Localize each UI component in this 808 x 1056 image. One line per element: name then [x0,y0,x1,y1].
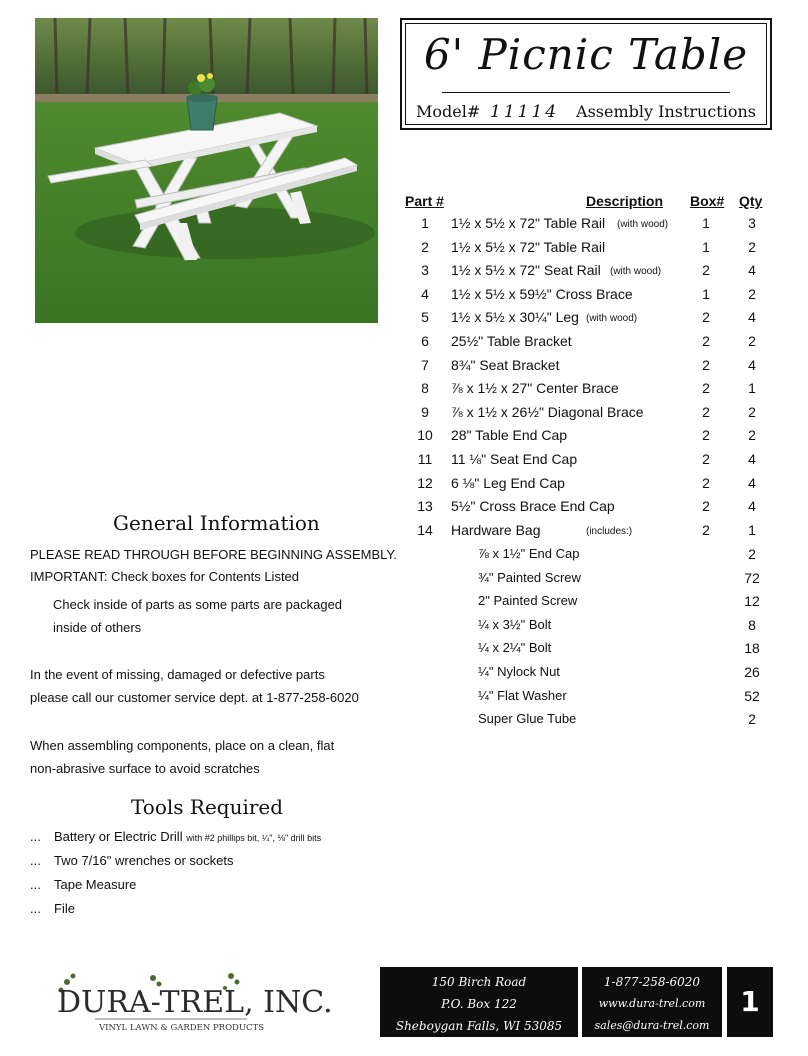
quantity: 4 [748,474,756,491]
box-number: 2 [702,427,710,444]
email-link[interactable]: sales@dura-trel.com [594,1019,710,1032]
quantity: 3 [748,215,756,231]
box-number: 2 [702,474,710,491]
title-divider [442,92,730,93]
hardware-description: ⅞ x 1½" End Cap [478,546,580,561]
company-logo [55,968,333,1036]
address-line: P.O. Box 122 [441,997,517,1011]
table-row [0,404,808,428]
part-number: 12 [417,474,433,491]
page-number-box [727,967,773,1037]
part-number: 2 [421,238,429,255]
part-description: 1½ x 5½ x 72" Table Rail [451,215,606,231]
address-box [380,967,578,1037]
box-number: 2 [702,498,710,515]
part-number: 8 [421,380,429,397]
part-number: 6 [421,333,429,349]
hardware-description: 2" Painted Screw [478,593,578,609]
part-note: (with wood) [610,266,662,278]
vine-logo-icon [55,968,333,1036]
quantity: 2 [748,285,756,302]
bullet: ... [30,853,41,868]
part-description: 11 ⅛" Seat End Cap [451,451,578,467]
quantity: 4 [748,498,756,515]
box-number: 2 [702,262,710,279]
tools-heading: Tools Required [131,795,284,819]
part-description: ⅞ x 1½ x 27" Center Brace [451,380,619,397]
part-number: 1 [421,215,429,231]
part-note: (includes:) [586,525,633,537]
info-line: In the event of missing, damaged or defective parts [30,667,325,682]
part-number: 7 [421,356,429,373]
tool-note: with #2 phillips bit, ¼", ⅛" drill bits [186,833,322,843]
tool-item [30,829,321,844]
hardware-description: ¼" Nylock Nut [478,664,560,679]
box-number: 2 [702,403,710,420]
table-row [0,333,808,357]
quantity: 4 [748,262,756,279]
website-link[interactable]: www.dura-trel.com [598,997,706,1010]
part-description: 1½ x 5½ x 72" Seat Rail [451,262,601,279]
col-header-part: Part # [405,193,444,209]
table-row [0,357,808,381]
hardware-description: ¼ x 2¼" Bolt [478,640,552,656]
part-description: 6 ⅛" Leg End Cap [451,474,565,491]
quantity: 4 [748,356,756,373]
info-line: When assembling components, place on a clean, flat [30,738,335,753]
part-description: 1½ x 5½ x 72" Table Rail [451,238,606,255]
part-description: 28" Table End Cap [451,427,568,444]
table-row [0,380,808,404]
page-number: 1 [740,985,760,1018]
model-label: Model# [416,102,481,121]
box-number: 1 [702,215,710,231]
box-number: 2 [702,451,710,467]
box-number: 2 [702,521,710,538]
info-line: non-abrasive surface to avoid scratches [30,761,260,776]
hardware-quantity: 72 [744,569,760,586]
box-number: 2 [702,356,710,373]
hardware-quantity: 52 [744,687,760,704]
hardware-description: ¼" Flat Washer [478,687,567,703]
part-description: 5½" Cross Brace End Cap [451,498,615,515]
part-description: 1½ x 5½ x 59½" Cross Brace [451,285,633,302]
quantity: 1 [748,380,756,397]
assembly-subtitle: Assembly Instructions [576,102,756,121]
hardware-quantity: 8 [748,616,756,633]
box-number: 1 [702,238,710,255]
table-row [0,427,808,451]
table-row [0,262,808,286]
table-row [0,286,808,310]
box-number: 2 [702,380,710,397]
hardware-description: Super Glue Tube [478,711,577,727]
hardware-quantity: 2 [748,546,756,562]
general-info-heading: General Information [113,511,320,535]
quantity: 2 [748,333,756,349]
part-note: (with wood) [586,313,638,325]
tool-label: Two 7/16" wrenches or sockets [54,853,234,868]
address-line: 150 Birch Road [431,975,527,989]
part-number: 11 [417,451,433,467]
quantity: 1 [748,521,756,538]
tool-item [30,877,136,892]
address-line: Sheboygan Falls, WI 53085 [395,1019,563,1033]
quantity: 2 [748,403,756,420]
part-number: 10 [417,427,433,444]
model-number: 11114 [490,102,560,122]
table-row [0,475,808,499]
hardware-row [0,640,808,664]
info-line: IMPORTANT: Check boxes for Contents Listed [30,569,300,584]
part-description: 25½" Table Bracket [451,333,572,349]
part-number: 5 [421,309,429,326]
info-line: PLEASE READ THROUGH BEFORE BEGINNING ASSEMBLY. [30,547,397,562]
part-number: 3 [421,262,429,279]
col-header-description: Description [586,193,664,209]
logo-text: DURA-TREL, INC. [57,985,333,1020]
tool-item [30,901,75,916]
hardware-quantity: 18 [744,640,760,657]
box-number: 2 [702,333,710,349]
table-row [0,215,808,239]
part-number: 4 [421,285,429,302]
tool-item [30,853,233,868]
hardware-row [0,711,808,735]
phone-number: 1-877-258-6020 [603,975,701,989]
part-description: 8¾" Seat Bracket [451,356,560,373]
info-line: please call our customer service dept. at 1-877-258-6020 [30,690,359,705]
part-number: 13 [417,498,433,515]
quantity: 2 [748,238,756,255]
part-note: (with wood) [617,219,669,230]
bullet: ... [30,877,41,892]
col-header-qty: Qty [739,193,763,209]
part-number: 9 [421,403,429,420]
contact-box [582,967,722,1037]
bullet: ... [30,829,41,844]
col-header-box: Box# [690,193,725,209]
quantity: 2 [748,427,756,444]
info-line: Check inside of parts as some parts are packaged [53,597,343,612]
part-description: ⅞ x 1½ x 26½" Diagonal Brace [451,403,644,420]
hardware-description: ¾" Painted Screw [478,569,581,585]
title-box [400,18,772,130]
table-row [0,239,808,263]
box-number: 1 [702,285,710,302]
part-number: 14 [417,521,433,538]
hardware-quantity: 26 [744,664,760,680]
box-number: 2 [702,309,710,326]
part-description: Hardware Bag [451,521,541,538]
hardware-quantity: 2 [748,711,756,728]
hardware-quantity: 12 [744,593,760,610]
tool-label: Battery or Electric Drill [54,829,183,844]
logo-tagline: VINYL LAWN & GARDEN PRODUCTS [99,1023,265,1033]
quantity: 4 [748,309,756,326]
tool-label: Tape Measure [54,877,137,892]
part-description: 1½ x 5½ x 30¼" Leg [451,309,579,326]
page-title: 6' Picnic Table [423,30,749,79]
info-line: inside of others [53,620,142,635]
bullet: ... [30,901,41,916]
table-row [0,451,808,475]
table-row [0,309,808,333]
quantity: 4 [748,451,756,467]
hardware-description: ¼ x 3½" Bolt [478,616,552,632]
tool-label: File [54,901,75,916]
